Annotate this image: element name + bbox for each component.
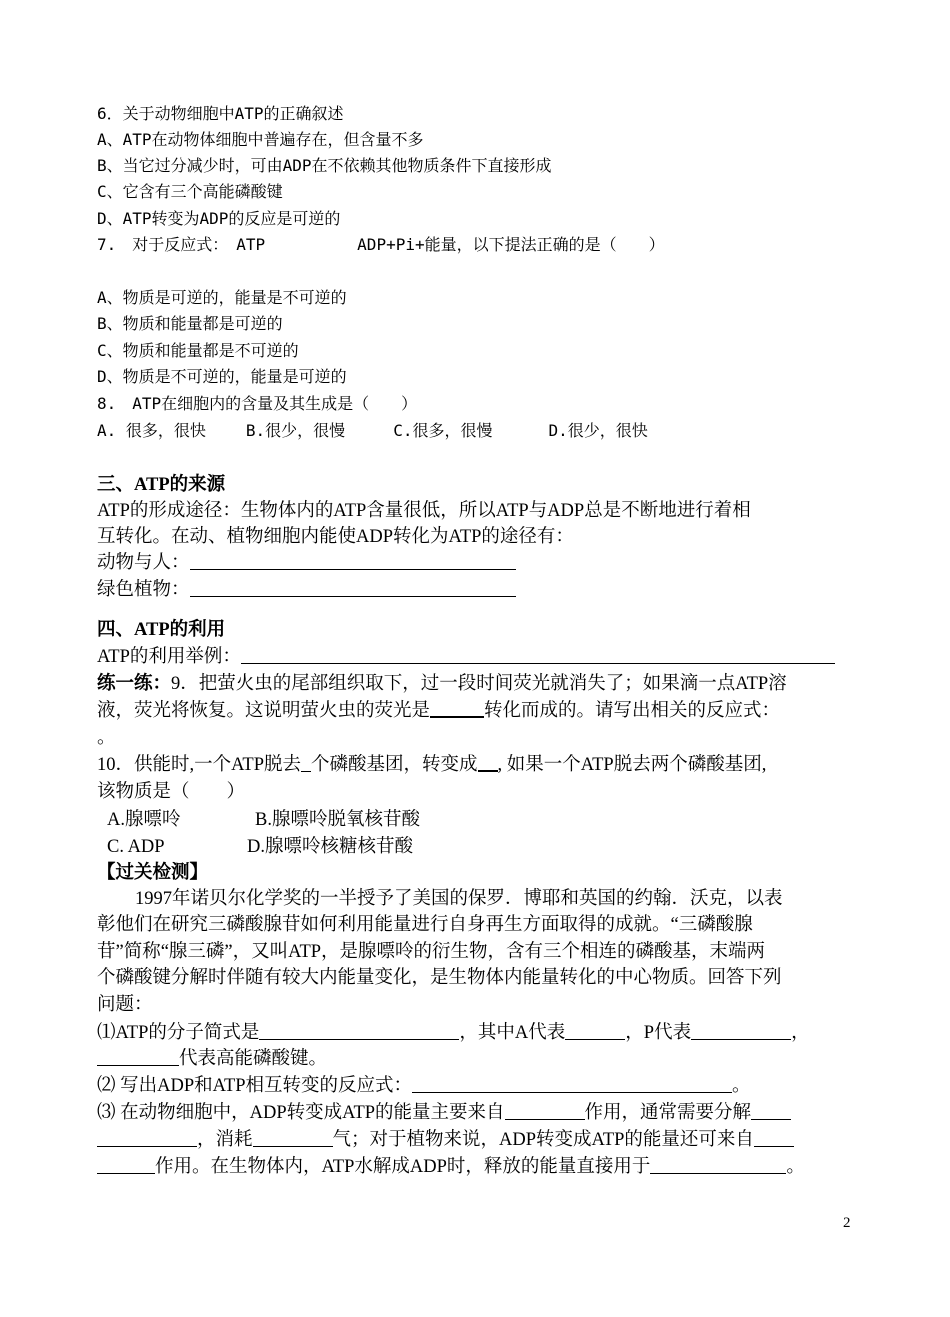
q8-options	[97, 418, 648, 444]
plant-pathway-row	[97, 577, 516, 603]
item3-text-c: ，消耗	[197, 1130, 253, 1150]
q9-line2	[97, 698, 780, 724]
atp-use-label: ATP的利用举例：	[97, 647, 241, 667]
section-4-heading: 四、ATP的利用	[97, 620, 226, 640]
q6-option-c: C、它含有三个高能磷酸键	[97, 182, 283, 201]
animal-blank[interactable]	[190, 551, 516, 570]
item2-line	[97, 1073, 751, 1099]
item1-p-blank[interactable]	[691, 1021, 791, 1040]
q6-option-b: B、当它过分减少时，可由ADP在不依赖其他物质条件下直接形成	[97, 156, 552, 175]
q7-option-a: A、物质是可逆的，能量是不可逆的	[97, 288, 347, 307]
q7-option-b: B、物质和能量都是可逆的	[97, 314, 283, 333]
item3-energy-blank[interactable]	[505, 1101, 585, 1120]
atp-use-blank[interactable]	[241, 645, 835, 664]
q9-line3: 。	[97, 728, 116, 748]
item3-plant-blank-a[interactable]	[754, 1128, 794, 1147]
q10-option-d: D.腺嘌呤核糖核苷酸	[247, 837, 413, 857]
q8-option-c: C.很多，很慢	[393, 421, 493, 440]
item3-plant-blank-b[interactable]	[97, 1155, 155, 1174]
q6-option-d: D、ATP转变为ADP的反应是可逆的	[97, 209, 341, 228]
q10-options-row1	[107, 807, 420, 833]
item1-line2	[97, 1046, 327, 1072]
item1-text-d: ，	[791, 1023, 810, 1043]
q10-blank-2[interactable]	[478, 752, 498, 772]
q10-option-b: B.腺嘌呤脱氧核苷酸	[255, 810, 420, 830]
q10-blank-1[interactable]	[301, 753, 311, 772]
animal-pathway-row	[97, 550, 516, 576]
item3-gas-blank[interactable]	[253, 1128, 333, 1147]
q6-option-a: A、ATP在动物体细胞中普遍存在，但含量不多	[97, 130, 424, 149]
item3-line3	[97, 1154, 805, 1180]
item1-bond-blank[interactable]	[97, 1047, 179, 1066]
q10-text-a3: , 如果一个ATP脱去两个磷酸基团,	[497, 755, 767, 775]
check-para-line4: 个磷酸键分解时伴随有较大内能量变化，是生物体内能量转化的中心物质。回答下列	[97, 968, 782, 988]
item2-reaction-blank[interactable]	[412, 1074, 732, 1093]
check-para-line1: 1997年诺贝尔化学奖的一半授予了美国的保罗．博耶和英国的约翰．沃克，以表	[135, 889, 783, 909]
section-3-heading: 三、ATP的来源	[97, 475, 226, 495]
q7-stem-right: ADP+Pi+能量，以下提法正确的是（ ）	[357, 235, 665, 254]
item3-text-e: 作用。在生物体内，ATP水解成ADP时，释放的能量直接用于	[155, 1157, 651, 1177]
q10-option-a: A.腺嘌呤	[107, 810, 181, 830]
q8-option-b: B.很少，很慢	[245, 421, 346, 440]
practice-label: 练一练：	[97, 674, 172, 694]
item3-text-a: ⑶ 在动物细胞中，ADP转变成ATP的能量主要来自	[97, 1103, 505, 1123]
item1-text-e: 代表高能磷酸键。	[179, 1049, 328, 1069]
item3-decompose-blank-a[interactable]	[751, 1101, 791, 1120]
item3-line1	[97, 1100, 791, 1126]
item1-a-blank[interactable]	[565, 1021, 625, 1040]
item1-text-a: ⑴ATP的分子简式是	[97, 1023, 260, 1043]
item1-text-c: ，P代表	[625, 1023, 692, 1043]
q9-text-b2: 转化而成的。请写出相关的反应式：	[484, 701, 781, 721]
q10-line2: 该物质是（ ）	[97, 782, 246, 802]
q7-stem	[97, 232, 665, 258]
item2-text-a: ⑵ 写出ADP和ATP相互转变的反应式：	[97, 1076, 413, 1096]
check-para-line2: 彰他们在研究三磷酸腺苷如何利用能量进行自身再生方面取得的成就。“三磷酸腺	[97, 915, 753, 935]
q6-stem: 6．关于动物细胞中ATP的正确叙述	[97, 104, 344, 123]
atp-use-row	[97, 644, 835, 670]
page-number: 2	[843, 1215, 851, 1231]
item3-text-b: 作用，通常需要分解	[584, 1103, 752, 1123]
q8-stem: 8. ATP在细胞内的含量及其生成是（ ）	[97, 394, 418, 413]
q7-stem-left: 7. 对于反应式： ATP	[97, 235, 266, 254]
item1-text-b: ，其中A代表	[459, 1023, 566, 1043]
q10-text-a1: 10．供能时,一个ATP脱去	[97, 755, 302, 775]
plant-label: 绿色植物：	[97, 580, 190, 600]
item1-formula-blank[interactable]	[259, 1021, 459, 1040]
animal-label: 动物与人：	[97, 553, 190, 573]
item1-line1	[97, 1020, 810, 1046]
item3-decompose-blank-b[interactable]	[97, 1128, 197, 1147]
q10-options-row2	[107, 834, 413, 860]
item2-text-b: 。	[732, 1076, 751, 1096]
q8-option-d: D.很少，很快	[548, 421, 648, 440]
q7-option-c: C、物质和能量都是不可逆的	[97, 341, 299, 360]
q10-text-a2: 个磷酸基团，转变成	[311, 755, 478, 775]
q10-line1	[97, 752, 766, 778]
check-para-line5: 问题：	[97, 995, 153, 1015]
check-heading: 【过关检测】	[97, 863, 209, 883]
item3-use-blank[interactable]	[650, 1155, 786, 1174]
q9-text-b1: 液，荧光将恢复。这说明萤火虫的荧光是	[97, 701, 431, 721]
q9-line1	[97, 671, 787, 697]
item3-line2	[97, 1127, 794, 1153]
q7-option-d: D、物质是不可逆的，能量是可逆的	[97, 367, 347, 386]
section-3-para-line1: ATP的形成途径：生物体内的ATP含量很低，所以ATP与ADP总是不断地进行着相	[97, 501, 751, 521]
q9-blank[interactable]	[430, 698, 484, 718]
item3-text-f: 。	[786, 1157, 805, 1177]
q9-text-a: 9．把萤火虫的尾部组织取下，过一段时间荧光就消失了；如果滴一点ATP溶	[171, 674, 787, 694]
plant-blank[interactable]	[190, 578, 516, 597]
q8-option-a: A. 很多，很快	[97, 421, 206, 440]
q10-option-c: C. ADP	[107, 837, 165, 857]
check-para-line3: 苷”简称“腺三磷”，又叫ATP，是腺嘌呤的衍生物，含有三个相连的磷酸基，末端两	[97, 942, 766, 962]
section-3-para-line2: 互转化。在动、植物细胞内能使ADP转化为ATP的途径有：	[97, 527, 574, 547]
item3-text-d: 气；对于植物来说，ADP转变成ATP的能量还可来自	[332, 1130, 754, 1150]
